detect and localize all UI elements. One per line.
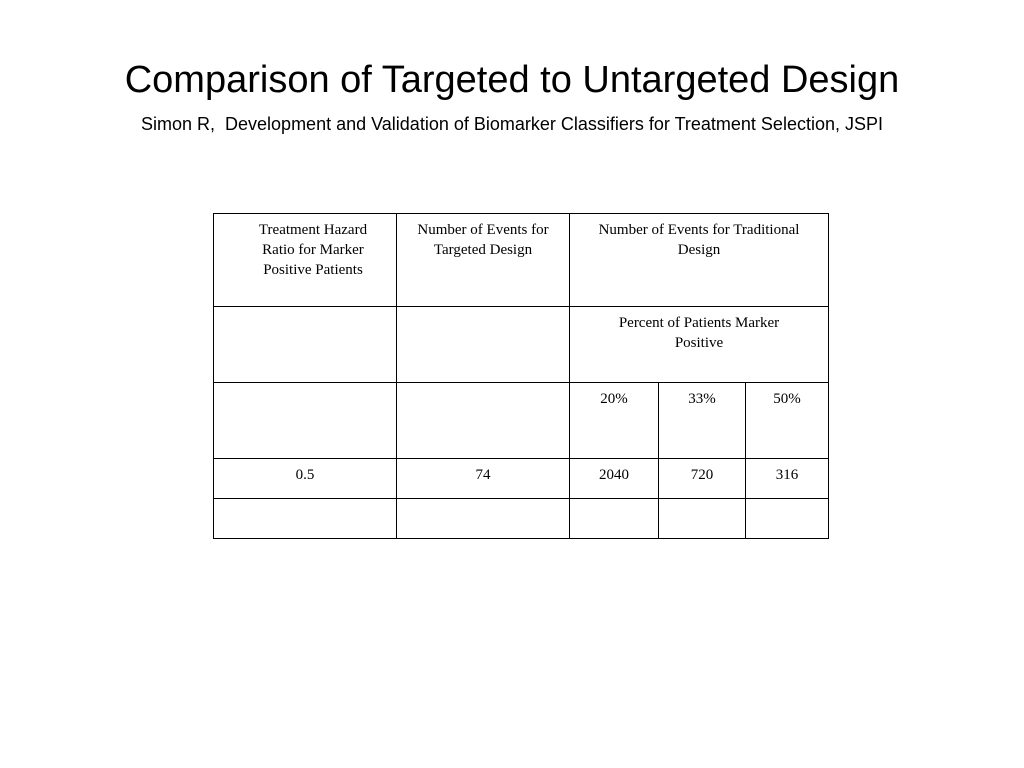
targeted-events-cell bbox=[397, 459, 570, 499]
header-hazard-ratio: Treatment Hazard Ratio for Marker Positive Patients bbox=[258, 222, 368, 278]
percent-header-cell bbox=[659, 383, 746, 459]
traditional-events-33: 720 bbox=[690, 467, 714, 483]
table-header-row bbox=[214, 214, 829, 307]
subheader-percent-marker-positive-cell bbox=[570, 307, 829, 383]
empty-cell bbox=[397, 499, 570, 539]
header-hazard-ratio-cell bbox=[214, 214, 397, 307]
traditional-events-20: 2040 bbox=[599, 467, 629, 483]
header-targeted-events: Number of Events for Targeted Design bbox=[417, 222, 549, 258]
traditional-events-cell bbox=[659, 459, 746, 499]
percent-header-33: 33% bbox=[688, 391, 716, 407]
traditional-events-50: 316 bbox=[775, 467, 799, 483]
empty-cell bbox=[659, 499, 746, 539]
percent-header-20: 20% bbox=[600, 391, 628, 407]
empty-cell bbox=[397, 383, 570, 459]
empty-cell bbox=[397, 307, 570, 383]
table-row bbox=[214, 459, 829, 499]
empty-cell bbox=[214, 383, 397, 459]
slide-subtitle: Simon R, Development and Validation of Biomarker Classifiers for Treatment Selection, JSPI bbox=[141, 114, 883, 134]
subheader-percent-marker-positive: Percent of Patients Marker Positive bbox=[618, 315, 780, 351]
slide-title: Comparison of Targeted to Untargeted Design bbox=[124, 59, 900, 101]
traditional-events-cell bbox=[570, 459, 659, 499]
empty-cell bbox=[746, 499, 829, 539]
events-comparison-table bbox=[213, 213, 829, 539]
table-subheader-row bbox=[214, 307, 829, 383]
empty-cell bbox=[570, 499, 659, 539]
header-traditional-events: Number of Events for Traditional Design bbox=[598, 222, 800, 258]
empty-cell bbox=[214, 499, 397, 539]
percent-header-50: 50% bbox=[773, 391, 801, 407]
traditional-events-cell bbox=[746, 459, 829, 499]
percent-header-cell bbox=[746, 383, 829, 459]
table-percent-row bbox=[214, 383, 829, 459]
empty-cell bbox=[214, 307, 397, 383]
header-traditional-events-cell bbox=[570, 214, 829, 307]
hazard-ratio-cell bbox=[214, 459, 397, 499]
table-row-empty bbox=[214, 499, 829, 539]
targeted-events-value: 74 bbox=[475, 467, 491, 483]
percent-header-cell bbox=[570, 383, 659, 459]
header-targeted-events-cell bbox=[397, 214, 570, 307]
hazard-ratio-value: 0.5 bbox=[295, 467, 315, 483]
